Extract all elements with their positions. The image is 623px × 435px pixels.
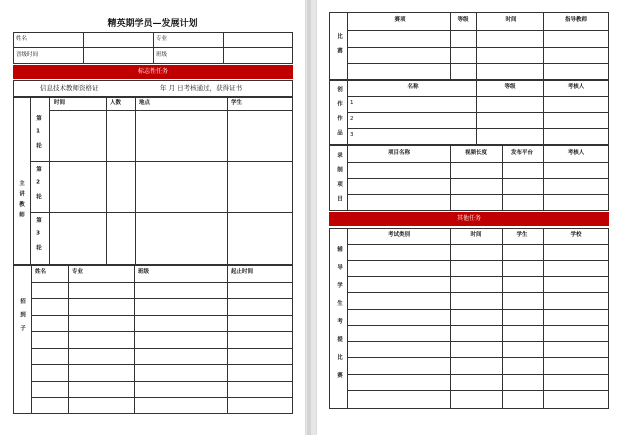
scrollbar-track[interactable] (307, 0, 311, 435)
competition-section-label: 比赛 (336, 33, 342, 62)
page-title: 精英期学员—发展计划 (107, 19, 198, 29)
recording-header-platform: 发布平台 (510, 150, 534, 156)
other-task-band: 其他任务 (329, 212, 609, 226)
works-row-3: 3 (350, 132, 354, 138)
works-row-1: 1 (350, 100, 354, 106)
competition-header-teacher: 指导教师 (564, 17, 588, 23)
page-left (0, 0, 305, 435)
tutoring-header-time: 时间 (470, 232, 482, 238)
apprentice-header-name: 姓名 (35, 269, 47, 275)
tutoring-section-label: 辅导学生考提比赛 (336, 246, 342, 390)
recording-section-label: 录制项目 (336, 152, 342, 210)
tutoring-header-school: 学校 (570, 232, 582, 238)
lecture-table (13, 97, 293, 265)
competition-header-time: 时间 (505, 17, 517, 23)
lecture-header-count: 人数 (110, 100, 122, 106)
apprentice-header-class: 班级 (138, 269, 150, 275)
tutoring-table (329, 228, 609, 409)
recording-header-length: 视频长度 (464, 150, 488, 156)
apprentice-table (13, 265, 293, 414)
recording-header-project: 项目名称 (387, 150, 411, 156)
works-header-reviewer: 考核人 (567, 84, 585, 90)
tutoring-header-student: 学生 (516, 232, 528, 238)
name-label: 姓名 (16, 36, 28, 42)
lecture-header-place: 地点 (139, 100, 151, 106)
lecture-header-time: 时间 (54, 100, 66, 106)
cert-name: 信息技术教师资格证 (40, 84, 99, 92)
sign-task-band: 标志性任务 (13, 65, 293, 79)
apprentice-section-label: 招到子 (19, 298, 25, 339)
competition-header-level: 等级 (457, 17, 469, 23)
page-right (317, 0, 623, 435)
enroll-time-label: 晋级时间 (16, 52, 39, 58)
class-label: 班级 (156, 52, 168, 58)
tutoring-header-exam-type: 考试类别 (387, 232, 411, 238)
works-section-label: 创作作品 (336, 86, 342, 144)
works-row-2: 2 (350, 116, 354, 122)
works-header-level: 等级 (504, 84, 516, 90)
cert-date: 年 月 日考核通过，获得证书 (160, 84, 243, 92)
recording-header-reviewer: 考核人 (567, 150, 585, 156)
lecture-round-2: 第2轮 (35, 166, 41, 207)
apprentice-header-period: 起止时间 (231, 269, 254, 275)
lecture-round-1: 第1轮 (35, 115, 41, 156)
lecture-header-student: 学生 (231, 100, 243, 106)
major-label: 专业 (156, 36, 168, 42)
competition-header-event: 赛项 (394, 17, 406, 23)
works-header-name: 名称 (407, 84, 419, 90)
lecture-section-label: 主讲教师 (18, 180, 24, 222)
lecture-round-3: 第3轮 (35, 217, 41, 258)
apprentice-header-major: 专业 (72, 269, 84, 275)
